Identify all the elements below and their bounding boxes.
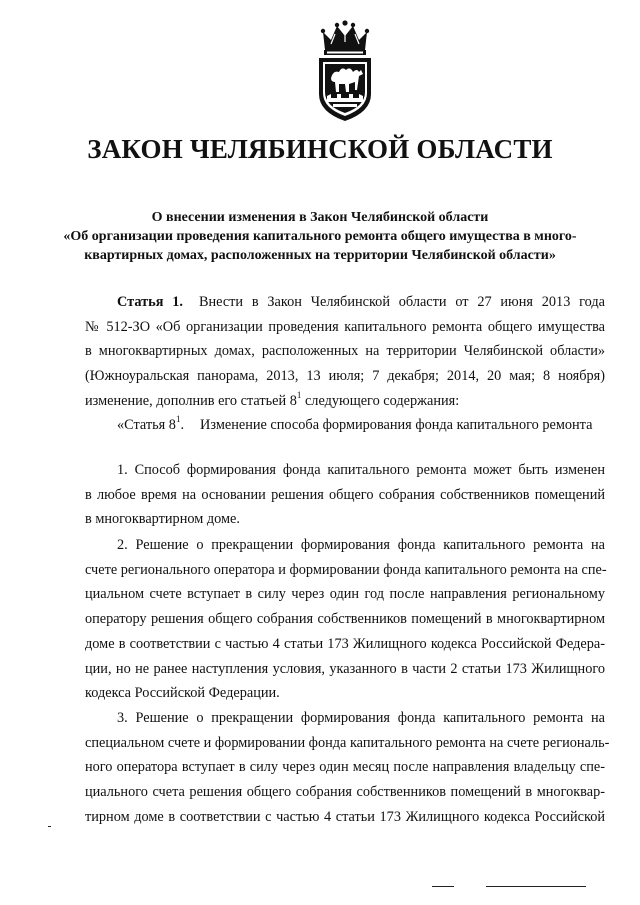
paragraph-line: 2. Решение о прекращении формирования фонда капитального ремонта на: [117, 537, 605, 553]
chelyabinsk-coat-of-arms-icon: [309, 20, 381, 124]
subject-line: О внесении изменения в Закон Челябинской области: [151, 210, 489, 225]
article-1-first-line: [85, 290, 605, 315]
scan-mark: [48, 826, 51, 827]
subject-line: квартирных домах, расположенных на территории Челябинской области»: [84, 248, 556, 263]
paragraph-line: 1. Способ формирования фонда капитального ремонта может быть изменен: [117, 462, 605, 478]
paragraph-line: 3. Решение о прекращении формирования фонда капитального ремонта на: [117, 710, 605, 726]
paragraph-line: в любое время на основании решения общего собрания собственников помещений: [85, 486, 605, 503]
paragraph-line: оператору решения общего собрания собственников помещений в многоквартирном: [85, 611, 605, 628]
paragraph-line: циальном счете вступает в силу через один год после направления региональному: [85, 586, 605, 603]
paragraph-line: ции, но не ранее наступления условия, указанного в части 2 статьи 173 Жилищного: [85, 660, 605, 677]
paragraph-2: [85, 533, 605, 706]
paragraph-1: [85, 458, 605, 532]
article-line: в многоквартирных домах, расположенных на территории Челябинской области»: [85, 343, 605, 360]
paragraph-line: специальном счете и формировании фонда капитального ремонта на счете региональ-: [85, 734, 610, 751]
new-article-heading: «Статья $8^1$. Изменение способа формирования фонда капитального ремонта: [117, 414, 593, 433]
paragraph-line: счете регионального оператора и формировании фонда капитального ремонта на спе-: [85, 561, 607, 578]
article-line: (Южноуральская панорама, 2013, 13 июля; 7 декабря; 2014, 20 мая; 8 ноября): [85, 368, 605, 385]
paragraph-line: ного оператора вступает в силу через один месяц после направления владельцу спе-: [85, 759, 605, 776]
article-text: Внести в Закон Челябинской области от 27 июня 2013 года: [198, 294, 605, 310]
law-subject: [60, 208, 580, 265]
article-line: изменение, дополнив его статьей $8^1$ следующего содержания:: [85, 390, 460, 409]
paragraph-line: тирном доме в соответствии с частью 4 статьи 173 Жилищного кодекса Российской: [85, 808, 605, 825]
article-label: Статья 1.: [117, 294, 183, 310]
paragraph-line: доме в соответствии с частью 4 статьи 173 Жилищного кодекса Российской Федера-: [85, 635, 605, 652]
subject-line: «Об организации проведения капитального ремонта общего имущества в много-: [63, 229, 577, 244]
scan-mark: [486, 886, 586, 887]
paragraph-3: [85, 706, 610, 830]
law-title: ЗАКОН ЧЕЛЯБИНСКОЙ ОБЛАСТИ: [87, 134, 553, 164]
paragraph-line: кодекса Российской Федерации.: [85, 685, 280, 702]
article-line: № 512-ЗО «Об организации проведения капитального ремонта общего имущества: [85, 318, 605, 335]
article-1: [85, 290, 605, 414]
paragraph-line: циального счета решения общего собрания собственников помещений в многоквар-: [85, 784, 605, 801]
paragraph-line: в многоквартирном доме.: [85, 511, 240, 528]
new-article-title: Изменение способа формирования фонда капитального ремонта: [200, 417, 593, 433]
scan-mark: [432, 886, 454, 887]
